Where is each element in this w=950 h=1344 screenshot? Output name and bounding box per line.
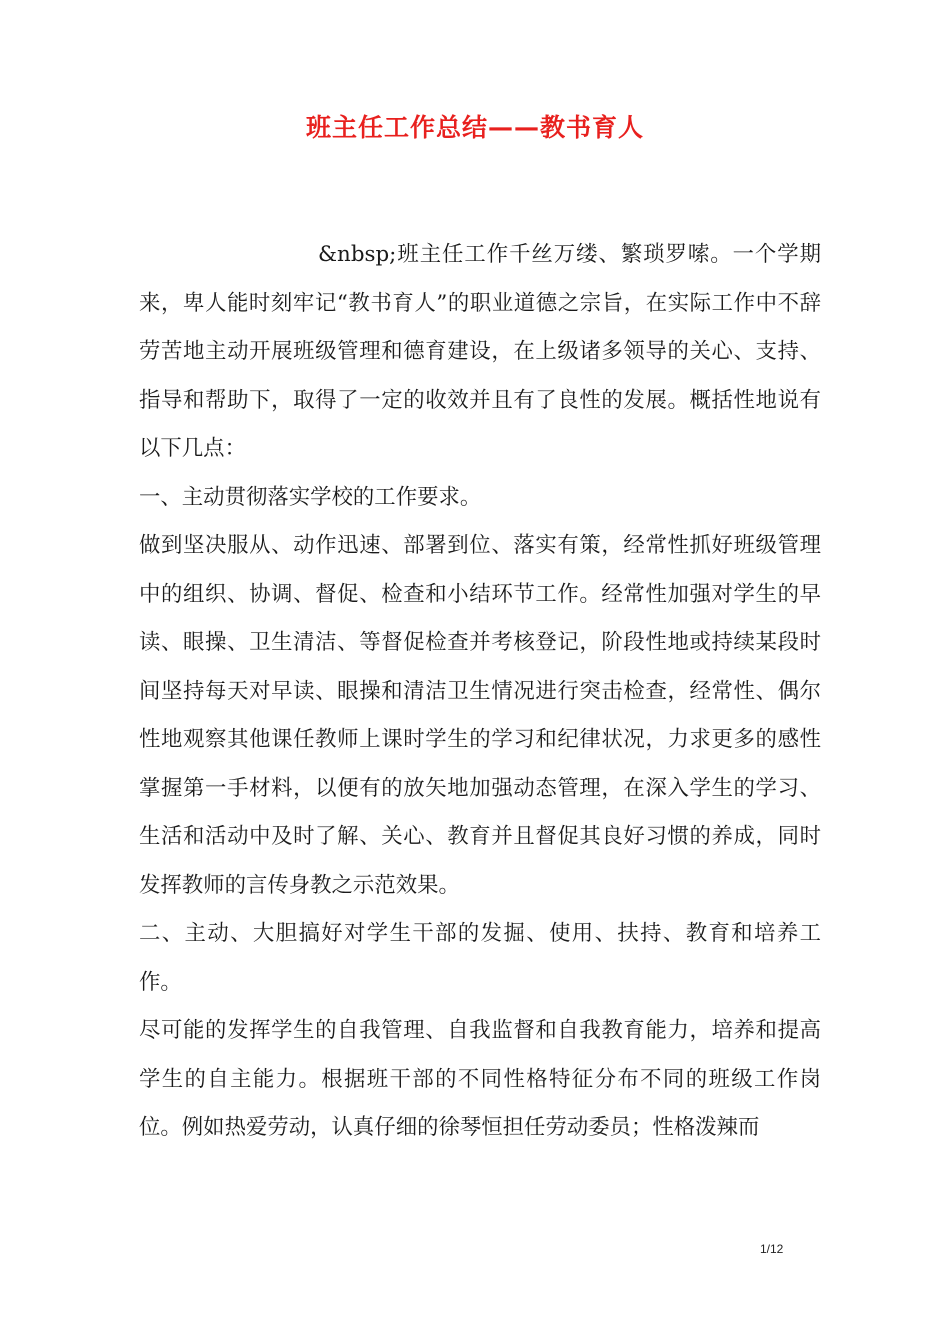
document-body	[139, 231, 821, 1153]
paragraph-intro: &nbsp;班主任工作千丝万缕、繁琐罗嗦。一个学期来，卑人能时刻牢记“教书育人”的职业道德之宗旨，在实际工作中不辞劳苦地主动开展班级管理和德育建设，在上级诸多领导的关心、支持、指导和帮助下，取得了一定的收效并且有了良性的发展。概括性地说有以下几点：	[139, 242, 821, 461]
section-heading-1: 一、主动贯彻落实学校的工作要求。	[139, 484, 482, 510]
section-heading-2: 二、主动、大胆搞好对学生干部的发掘、使用、扶持、教育和培养工作。	[139, 921, 821, 995]
page-number: 1/12	[760, 1242, 784, 1256]
document-title: 班主任工作总结——教书育人	[305, 113, 644, 142]
paragraph-section-2: 尽可能的发挥学生的自我管理、自我监督和自我教育能力，培养和提高学生的自主能力。根据班干部的不同性格特征分布不同的班级工作岗位。例如热爱劳动，认真仔细的徐琴恒担任劳动委员；性格泼辣而	[139, 1018, 821, 1140]
paragraph-section-1: 做到坚决服从、动作迅速、部署到位、落实有策，经常性抓好班级管理中的组织、协调、督促、检查和小结环节工作。经常性加强对学生的早读、眼操、卫生清洁、等督促检查并考核登记，阶段性地或持续某段时间坚持每天对早读、眼操和清洁卫生情况进行突击检查，经常性、偶尔性地观察其他课任教师上课时学生的学习和纪律状况，力求更多的感性掌握第一手材料，以便有的放矢地加强动态管理，在深入学生的学习、生活和活动中及时了解、关心、教育并且督促其良好习惯的养成，同时发挥教师的言传身教之示范效果。	[139, 533, 821, 898]
